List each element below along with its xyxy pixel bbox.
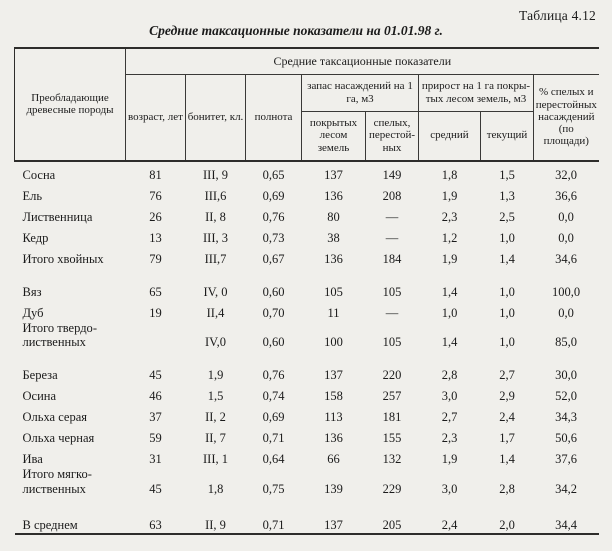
table-row	[15, 512, 599, 534]
table-row	[15, 183, 599, 204]
table-row	[15, 161, 599, 183]
header-fullness: полнота	[246, 74, 302, 161]
value-cell: 0,64	[262, 452, 285, 467]
value-cell: 0,76	[262, 368, 285, 383]
value-cell: 0,74	[262, 389, 285, 404]
value-cell: 136	[324, 188, 343, 203]
spacer-cell	[15, 350, 599, 362]
value-cell: 0,73	[262, 230, 285, 245]
value-cell: 1,9	[441, 452, 458, 467]
value-cell: 0,60	[262, 335, 285, 350]
value-cell: 0,69	[262, 410, 285, 425]
value-cell: 1,5	[499, 167, 515, 182]
value-cell: 0,70	[262, 305, 285, 320]
value-cell: 139	[324, 481, 343, 496]
taxation-indicators-table	[14, 47, 599, 535]
value-cell: 149	[382, 167, 402, 182]
value-cell: 1,0	[499, 230, 515, 245]
value-cell: 34,4	[555, 517, 577, 532]
value-cell: 0,75	[262, 481, 285, 496]
value-cell: 0,71	[262, 431, 285, 446]
value-cell: 2,5	[499, 209, 515, 224]
value-cell: 181	[382, 410, 402, 425]
species-cell: Ольха черная	[22, 431, 95, 446]
value-cell: III,6	[204, 188, 227, 203]
value-cell: III,7	[204, 251, 227, 266]
header-age: возраст, лет	[126, 74, 186, 161]
species-cell: Итого мягколиственных	[22, 467, 92, 496]
header-percent-mature: % спелых и перестойных насаждений (по площади)	[534, 74, 599, 161]
value-cell: 1,4	[441, 335, 458, 350]
header-stock-group: запас насаждений на 1 га, м3	[302, 74, 419, 111]
value-cell: 85,0	[555, 335, 577, 350]
value-cell: 34,6	[555, 251, 577, 266]
value-cell: II, 2	[205, 410, 226, 425]
value-cell: 1,2	[441, 230, 458, 245]
value-cell: 59	[149, 431, 162, 446]
value-cell: 38	[327, 230, 340, 245]
header-group-title: Средние таксационные показатели	[126, 48, 599, 74]
value-cell: 36,6	[555, 188, 577, 203]
table-row	[15, 300, 599, 321]
value-cell: 0,0	[558, 230, 574, 245]
value-cell: 63	[149, 517, 162, 532]
value-cell: —	[385, 230, 399, 245]
species-cell: Итого твердолиственных	[22, 320, 97, 350]
value-cell: 100,0	[551, 284, 581, 299]
value-cell: 105	[382, 335, 402, 350]
value-cell: 2,8	[499, 481, 515, 496]
value-cell: 19	[149, 305, 162, 320]
value-cell: 37	[149, 410, 162, 425]
table-row	[15, 467, 599, 497]
species-cell: Ель	[22, 188, 43, 203]
table-row	[15, 383, 599, 404]
value-cell: 205	[382, 517, 402, 532]
value-cell: 30,0	[555, 368, 577, 383]
value-cell: 32,0	[555, 167, 577, 182]
value-cell: 1,8	[207, 481, 224, 496]
value-cell: 257	[382, 389, 402, 404]
species-cell: Дуб	[22, 305, 44, 320]
table-row	[15, 204, 599, 225]
value-cell: 155	[382, 431, 402, 446]
value-cell: 0,0	[558, 305, 574, 320]
table-row	[15, 446, 599, 467]
value-cell	[126, 321, 186, 351]
value-cell: 100	[324, 335, 343, 350]
value-cell: 1,9	[207, 368, 224, 383]
value-cell: 52,0	[555, 389, 577, 404]
table-row	[15, 246, 599, 267]
value-cell: 50,6	[555, 431, 577, 446]
header-bonitet: бонитет, кл.	[186, 74, 246, 161]
spacer-row	[15, 497, 599, 512]
value-cell: 0,0	[558, 209, 574, 224]
species-cell: Осина	[22, 389, 57, 404]
species-cell: Береза	[22, 368, 58, 383]
value-cell: 2,0	[499, 517, 515, 532]
value-cell: 1,0	[499, 284, 515, 299]
value-cell: 2,4	[441, 517, 458, 532]
value-cell: 136	[324, 251, 343, 266]
value-cell: II, 7	[205, 431, 226, 446]
value-cell: 3,0	[441, 389, 458, 404]
header-species: Преобладающие древесные породы	[15, 48, 126, 161]
value-cell: 136	[324, 431, 343, 446]
table-row	[15, 279, 599, 300]
value-cell: 1,9	[441, 188, 458, 203]
value-cell: 2,7	[441, 410, 458, 425]
value-cell: 1,0	[441, 305, 458, 320]
value-cell: 26	[149, 209, 162, 224]
species-cell: Вяз	[22, 284, 42, 299]
species-cell: Итого хвойных	[22, 251, 104, 266]
value-cell: 2,3	[441, 209, 458, 224]
value-cell: 45	[149, 481, 162, 496]
value-cell: —	[385, 209, 399, 224]
value-cell: II, 9	[205, 517, 226, 532]
value-cell: 1,7	[499, 431, 515, 446]
value-cell: 1,0	[499, 335, 515, 350]
value-cell: 37,6	[555, 452, 577, 467]
table-row	[15, 225, 599, 246]
value-cell: 13	[149, 230, 162, 245]
table-row	[15, 362, 599, 383]
value-cell: —	[385, 305, 399, 320]
table-header	[15, 48, 599, 161]
header-row-group	[15, 48, 599, 74]
value-cell: 229	[382, 481, 402, 496]
value-cell: III, 1	[203, 452, 228, 467]
header-growth-group: прирост на 1 га покрытых лесом земель, м3	[419, 74, 534, 111]
value-cell: 76	[149, 188, 162, 203]
value-cell: 1,8	[441, 167, 458, 182]
spacer-cell	[15, 497, 599, 512]
value-cell: 79	[149, 251, 162, 266]
value-cell: 34,2	[555, 481, 577, 496]
value-cell: 66	[327, 452, 340, 467]
value-cell: 137	[324, 167, 343, 182]
value-cell: 2,9	[499, 389, 515, 404]
value-cell: 11	[327, 305, 340, 320]
value-cell: 2,8	[441, 368, 458, 383]
value-cell: 81	[149, 167, 162, 182]
header-growth-average: средний	[419, 111, 481, 161]
value-cell: II, 8	[205, 209, 226, 224]
value-cell: 45	[149, 368, 162, 383]
value-cell: 137	[324, 368, 343, 383]
value-cell: 1,4	[499, 251, 515, 266]
value-cell: 46	[149, 389, 162, 404]
table-row	[15, 321, 599, 351]
value-cell: 2,7	[499, 368, 515, 383]
value-cell: 0,65	[262, 167, 285, 182]
value-cell: 137	[324, 517, 343, 532]
value-cell: 132	[382, 452, 402, 467]
header-stock-covered: покрытых лесом земель	[302, 111, 366, 161]
value-cell: IV, 0	[203, 284, 228, 299]
value-cell: 0,67	[262, 251, 285, 266]
value-cell: 80	[327, 209, 340, 224]
value-cell: IV,0	[205, 335, 226, 350]
value-cell: 0,76	[262, 209, 285, 224]
species-cell: Ива	[22, 452, 43, 467]
value-cell: 2,3	[441, 431, 458, 446]
header-growth-current: текущий	[481, 111, 534, 161]
value-cell: 1,4	[499, 452, 515, 467]
header-stock-mature: спелых, перестойных	[366, 111, 419, 161]
table-title: Средние таксационные показатели на 01.01.98 г.	[149, 23, 443, 38]
value-cell: 1,3	[499, 188, 515, 203]
species-cell: Лиственница	[22, 209, 93, 224]
value-cell: 65	[149, 284, 162, 299]
value-cell: 0,71	[262, 517, 285, 532]
table-row	[15, 425, 599, 446]
value-cell: 0,60	[262, 284, 285, 299]
spacer-row	[15, 267, 599, 279]
spacer-cell	[15, 267, 599, 279]
value-cell: 1,5	[207, 389, 224, 404]
species-cell: Кедр	[22, 230, 49, 245]
value-cell: II,4	[206, 305, 225, 320]
value-cell: 31	[149, 452, 162, 467]
value-cell: 220	[382, 368, 402, 383]
value-cell: 113	[324, 410, 343, 425]
table-row	[15, 404, 599, 425]
spacer-row	[15, 350, 599, 362]
value-cell: 208	[382, 188, 402, 203]
value-cell: 34,3	[555, 410, 577, 425]
value-cell: 184	[382, 251, 402, 266]
value-cell: 1,4	[441, 284, 458, 299]
table-number-label: Таблица 4.12	[518, 8, 596, 23]
value-cell: III, 9	[203, 167, 228, 182]
value-cell: 1,0	[499, 305, 515, 320]
species-cell: Ольха серая	[22, 410, 88, 425]
value-cell: 1,9	[441, 251, 458, 266]
value-cell: 105	[324, 284, 343, 299]
table-body	[15, 161, 599, 534]
species-cell: В среднем	[22, 517, 78, 532]
species-cell: Сосна	[22, 167, 56, 182]
value-cell: 3,0	[441, 481, 458, 496]
value-cell: 158	[324, 389, 343, 404]
value-cell: 105	[382, 284, 402, 299]
value-cell: 2,4	[499, 410, 515, 425]
value-cell: III, 3	[203, 230, 228, 245]
value-cell: 0,69	[262, 188, 285, 203]
